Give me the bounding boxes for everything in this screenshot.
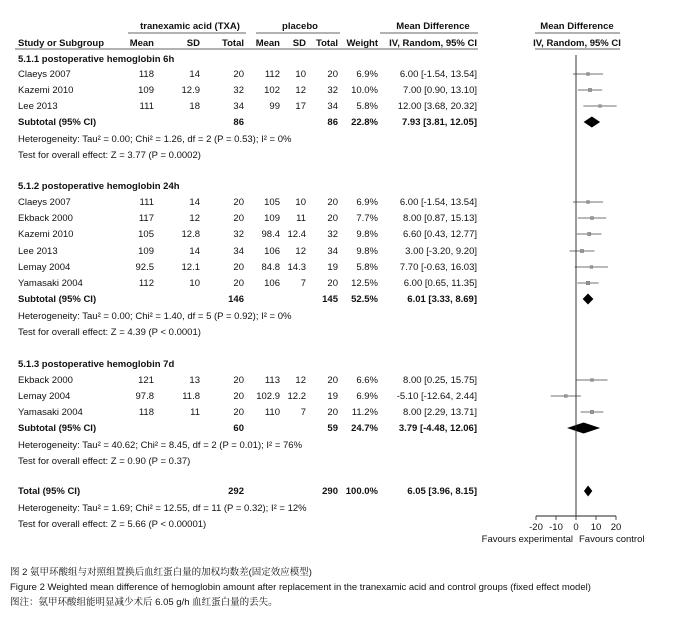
- subgroup-3-study-2-sd-txa: 11.8: [182, 391, 200, 402]
- subgroup-3-study-1-sd-placebo: 12: [295, 375, 306, 386]
- header-total-placebo: Total: [316, 38, 338, 49]
- subgroup-2-study-1-name: Claeys 2007: [18, 197, 71, 208]
- subgroup-2-study-4-total-placebo: 34: [327, 246, 338, 257]
- subgroup-1-subtotal-label: Subtotal (95% CI): [18, 117, 97, 128]
- header-group-txa: tranexamic acid (TXA): [140, 21, 240, 32]
- subgroup-3-study-3-name: Yamasaki 2004: [18, 407, 83, 418]
- subgroup-2-study-5-total-placebo: 19: [327, 262, 338, 273]
- subgroup-1-study-3-mean-placebo: 99: [269, 101, 280, 112]
- subgroup-2-study-5-point: [590, 266, 593, 269]
- subgroup-1-study-1-ci-text: 6.00 [-1.54, 13.54]: [399, 69, 477, 80]
- subgroup-2-study-1-total-txa: 20: [233, 197, 244, 208]
- subgroup-2-title: 5.1.2 postoperative hemoglobin 24h: [18, 181, 180, 192]
- subgroup-3-study-1-mean-placebo: 113: [264, 375, 280, 386]
- subgroup-2-study-1-mean-placebo: 105: [264, 197, 280, 208]
- subgroup-2-study-1-weight: 6.9%: [356, 197, 378, 208]
- subgroup-1-subtotal-total-placebo: 86: [327, 117, 338, 128]
- subgroup-2-subtotal-diamond: [583, 294, 594, 305]
- header-weight: Weight: [346, 38, 378, 49]
- subgroup-2-study-2-sd-placebo: 11: [296, 213, 306, 224]
- subgroup-1-study-3-ci-text: 12.00 [3.68, 20.32]: [397, 101, 477, 112]
- subgroup-1-study-2-sd-txa: 12.9: [181, 85, 200, 96]
- subgroup-3-subtotal-ci-text: 3.79 [-4.48, 12.06]: [398, 423, 477, 434]
- subgroup-3-study-2-sd-placebo: 12.2: [287, 391, 306, 402]
- subgroup-2-study-2-weight: 7.7%: [356, 213, 378, 224]
- subgroup-3-study-3-weight: 11.2%: [351, 407, 378, 418]
- header-total-txa: Total: [222, 38, 244, 49]
- subgroup-1-title: 5.1.1 postoperative hemoglobin 6h: [18, 54, 175, 65]
- subgroup-3-study-1-total-txa: 20: [233, 375, 244, 386]
- header-mean-placebo: Mean: [255, 38, 280, 49]
- total-heterogeneity: Heterogeneity: Tau² = 1.69; Chi² = 12.55, df = 11 (P = 0.32); I² = 12%: [18, 503, 307, 514]
- subgroup-3-study-3-total-txa: 20: [233, 407, 244, 418]
- subgroup-1-study-1-total-placebo: 20: [327, 69, 338, 80]
- subgroup-1-study-2-total-placebo: 32: [327, 85, 338, 96]
- subgroup-1-study-2-total-txa: 32: [233, 85, 244, 96]
- subgroup-3-study-2-weight: 6.9%: [356, 391, 378, 402]
- subgroup-1-study-2-mean-txa: 109: [138, 85, 154, 96]
- subgroup-2-study-4-name: Lee 2013: [18, 246, 58, 257]
- header-plot-title: Mean Difference: [540, 21, 614, 32]
- total-overall-effect: Test for overall effect: Z = 5.66 (P < 0.00001): [18, 519, 207, 530]
- subgroup-2-study-3-ci-text: 6.60 [0.43, 12.77]: [403, 229, 477, 240]
- subgroup-2-study-3-point: [588, 232, 591, 235]
- subgroup-1-study-2-ci-text: 7.00 [0.90, 13.10]: [403, 85, 477, 96]
- subgroup-3-study-3-sd-placebo: 7: [300, 407, 306, 418]
- subgroup-2-study-5-sd-txa: 12.1: [181, 262, 200, 273]
- subgroup-1-study-1-sd-placebo: 10: [295, 69, 306, 80]
- subgroup-3-overall-effect: Test for overall effect: Z = 0.90 (P = 0.37): [18, 456, 191, 467]
- subgroup-2-study-2-sd-txa: 12: [189, 213, 200, 224]
- total-label: Total (95% CI): [18, 486, 81, 497]
- x-label-favours-experimental: Favours experimental: [481, 534, 573, 545]
- subgroup-2-study-4-sd-txa: 14: [189, 246, 200, 257]
- subgroup-3-study-2-total-txa: 20: [233, 391, 244, 402]
- subgroup-2-study-1-sd-placebo: 10: [295, 197, 306, 208]
- caption-zh-note: 图注：氨甲环酸组能明显减少术后 6.05 g/h 血红蛋白量的丢失。: [10, 597, 278, 608]
- subgroup-3-subtotal-label: Subtotal (95% CI): [18, 423, 97, 434]
- x-tick-label-2: -10: [549, 522, 563, 533]
- subgroup-2-overall-effect: Test for overall effect: Z = 4.39 (P < 0.0001): [18, 327, 201, 338]
- subgroup-1-study-3-total-placebo: 34: [327, 101, 338, 112]
- subgroup-3-study-1-name: Ekback 2000: [18, 375, 73, 386]
- subgroup-2-study-2-name: Ekback 2000: [18, 213, 73, 224]
- subgroup-3-study-2-mean-txa: 97.8: [135, 391, 154, 402]
- subgroup-2-study-5-mean-txa: 92.5: [135, 262, 154, 273]
- subgroup-2-study-6-weight: 12.5%: [351, 278, 378, 289]
- subgroup-3-study-1-ci-text: 8.00 [0.25, 15.75]: [403, 375, 477, 386]
- subgroup-2-study-3-name: Kazemi 2010: [18, 229, 74, 240]
- caption-zh-title: 图 2 氨甲环酸组与对照组置换后血红蛋白量的加权均数差(固定效应模型): [10, 567, 312, 578]
- subgroup-1-study-2-point: [588, 88, 591, 91]
- subgroup-3-study-2-ci-text: -5.10 [-12.64, 2.44]: [396, 391, 477, 402]
- header-md-ci: IV, Random, 95% CI: [389, 38, 477, 49]
- subgroup-3-study-1-point: [591, 379, 594, 382]
- subgroup-2-study-4-mean-txa: 109: [138, 246, 154, 257]
- subgroup-2-study-5-ci-text: 7.70 [-0.63, 16.03]: [399, 262, 477, 273]
- subgroup-2-study-6-point: [586, 281, 590, 285]
- x-label-favours-control: Favours control: [579, 534, 645, 545]
- subgroup-2-study-3-total-placebo: 32: [327, 229, 338, 240]
- subgroup-1-subtotal-diamond: [584, 117, 600, 128]
- subgroup-3-study-1-mean-txa: 121: [138, 375, 154, 386]
- subgroup-3-subtotal-total-txa: 60: [233, 423, 244, 434]
- subgroup-3-study-1-sd-txa: 13: [189, 375, 200, 386]
- subgroup-2-study-5-sd-placebo: 14.3: [287, 262, 306, 273]
- total-weight: 100.0%: [345, 486, 378, 497]
- subgroup-2-subtotal-total-txa: 146: [228, 294, 244, 305]
- total-total-txa: 292: [228, 486, 244, 497]
- subgroup-2-study-6-ci-text: 6.00 [0.65, 11.35]: [403, 278, 477, 289]
- subgroup-2-study-6-name: Yamasaki 2004: [18, 278, 83, 289]
- subgroup-2-study-6-sd-txa: 10: [189, 278, 200, 289]
- subgroup-2-study-2-mean-txa: 117: [138, 213, 154, 224]
- subgroup-1-study-2-name: Kazemi 2010: [18, 85, 74, 96]
- subgroup-2-study-2-total-placebo: 20: [327, 213, 338, 224]
- header-plot-ci: IV, Random, 95% CI: [533, 38, 621, 49]
- subgroup-2-subtotal-label: Subtotal (95% CI): [18, 294, 97, 305]
- subgroup-1-study-1-mean-txa: 118: [138, 69, 154, 80]
- subgroup-2-study-1-sd-txa: 14: [189, 197, 200, 208]
- subgroup-2-study-3-sd-txa: 12.8: [181, 229, 200, 240]
- subgroup-2-study-6-mean-txa: 112: [138, 278, 154, 289]
- header-md-title: Mean Difference: [396, 21, 470, 32]
- subgroup-1-study-3-weight: 5.8%: [356, 101, 378, 112]
- total-diamond: [584, 486, 592, 497]
- x-tick-label-3: 0: [573, 522, 579, 533]
- subgroup-2-study-4-sd-placebo: 12: [295, 246, 306, 257]
- subgroup-3-study-3-ci-text: 8.00 [2.29, 13.71]: [403, 407, 477, 418]
- header-group-placebo: placebo: [282, 21, 318, 32]
- subgroup-2-study-3-total-txa: 32: [233, 229, 244, 240]
- subgroup-1-study-3-point: [599, 105, 602, 108]
- subgroup-3-study-3-point: [590, 410, 593, 413]
- header-sd-placebo: SD: [292, 38, 306, 49]
- subgroup-2-study-1-total-placebo: 20: [327, 197, 338, 208]
- subgroup-1-study-2-mean-placebo: 102: [264, 85, 280, 96]
- subgroup-2-study-1-mean-txa: 111: [139, 197, 154, 208]
- subgroup-3-study-2-total-placebo: 19: [327, 391, 338, 402]
- subgroup-3-study-1-weight: 6.6%: [356, 375, 378, 386]
- subgroup-1-study-1-total-txa: 20: [233, 69, 244, 80]
- subgroup-2-study-4-point: [580, 249, 583, 252]
- subgroup-1-heterogeneity: Heterogeneity: Tau² = 0.00; Chi² = 1.26, df = 2 (P = 0.53); I² = 0%: [18, 134, 292, 145]
- subgroup-2-study-3-sd-placebo: 12.4: [287, 229, 306, 240]
- header-study: Study or Subgroup: [18, 38, 105, 49]
- subgroup-2-study-5-total-txa: 20: [233, 262, 244, 273]
- subgroup-1-study-1-mean-placebo: 112: [264, 69, 280, 80]
- subgroup-3-subtotal-weight: 24.7%: [351, 423, 378, 434]
- subgroup-2-heterogeneity: Heterogeneity: Tau² = 0.00; Chi² = 1.40, df = 5 (P = 0.92); I² = 0%: [18, 311, 292, 322]
- subgroup-1-study-1-point: [587, 73, 590, 76]
- subgroup-2-study-2-mean-placebo: 109: [264, 213, 280, 224]
- subgroup-2-study-6-sd-placebo: 7: [300, 278, 306, 289]
- x-tick-label-4: 10: [590, 522, 602, 533]
- subgroup-3-study-3-mean-txa: 118: [138, 407, 154, 418]
- subgroup-2-study-2-point: [591, 217, 594, 220]
- subgroup-1-study-3-sd-txa: 18: [189, 101, 200, 112]
- subgroup-2-study-4-ci-text: 3.00 [-3.20, 9.20]: [405, 246, 477, 257]
- subgroup-2-subtotal-ci-text: 6.01 [3.33, 8.69]: [407, 294, 477, 305]
- subgroup-3-study-2-mean-placebo: 102.9: [256, 391, 280, 402]
- header-sd-txa: SD: [186, 38, 200, 49]
- subgroup-2-study-3-mean-placebo: 98.4: [261, 229, 280, 240]
- x-tick-label-5: 20: [610, 522, 622, 533]
- subgroup-1-study-1-sd-txa: 14: [189, 69, 200, 80]
- subgroup-2-study-2-total-txa: 20: [233, 213, 244, 224]
- subgroup-3-subtotal-diamond: [567, 423, 600, 434]
- header-mean-txa: Mean: [129, 38, 154, 49]
- subgroup-2-study-1-ci-text: 6.00 [-1.54, 13.54]: [399, 197, 477, 208]
- subgroup-1-study-1-name: Claeys 2007: [18, 69, 71, 80]
- subgroup-3-title: 5.1.3 postoperative hemoglobin 7d: [18, 359, 175, 370]
- subgroup-3-study-2-point: [564, 395, 567, 398]
- subgroup-2-study-5-weight: 5.8%: [356, 262, 378, 273]
- subgroup-2-study-3-weight: 9.8%: [356, 229, 378, 240]
- subgroup-3-study-2-name: Lemay 2004: [18, 391, 71, 402]
- x-tick-label-1: -20: [529, 522, 543, 533]
- subgroup-2-subtotal-weight: 52.5%: [351, 294, 378, 305]
- subgroup-2-study-4-total-txa: 34: [233, 246, 244, 257]
- subgroup-3-study-3-sd-txa: 11: [190, 407, 200, 418]
- subgroup-1-study-2-sd-placebo: 12: [295, 85, 306, 96]
- subgroup-1-study-2-weight: 10.0%: [351, 85, 378, 96]
- subgroup-2-study-3-mean-txa: 105: [138, 229, 154, 240]
- subgroup-1-overall-effect: Test for overall effect: Z = 3.77 (P = 0.0002): [18, 150, 201, 161]
- subgroup-2-study-5-name: Lemay 2004: [18, 262, 71, 273]
- subgroup-3-study-3-mean-placebo: 110: [264, 407, 280, 418]
- subgroup-2-study-2-ci-text: 8.00 [0.87, 15.13]: [403, 213, 477, 224]
- subgroup-2-study-1-point: [587, 201, 590, 204]
- subgroup-1-study-3-mean-txa: 111: [139, 101, 154, 112]
- subgroup-2-study-6-total-placebo: 20: [327, 278, 338, 289]
- caption-en-title: Figure 2 Weighted mean difference of hemoglobin amount after replacement in the tranexamic acid and control groups (fixed effect model): [10, 582, 591, 593]
- subgroup-3-subtotal-total-placebo: 59: [327, 423, 338, 434]
- subgroup-1-subtotal-ci-text: 7.93 [3.81, 12.05]: [402, 117, 477, 128]
- subgroup-2-study-5-mean-placebo: 84.8: [261, 262, 280, 273]
- subgroup-1-study-3-sd-placebo: 17: [295, 101, 306, 112]
- subgroup-3-study-3-total-placebo: 20: [327, 407, 338, 418]
- subgroup-2-subtotal-total-placebo: 145: [322, 294, 338, 305]
- subgroup-1-study-1-weight: 6.9%: [356, 69, 378, 80]
- subgroup-1-subtotal-total-txa: 86: [233, 117, 244, 128]
- total-ci-text: 6.05 [3.96, 8.15]: [407, 486, 477, 497]
- subgroup-1-subtotal-weight: 22.8%: [351, 117, 378, 128]
- total-total-placebo: 290: [322, 486, 338, 497]
- subgroup-2-study-6-total-txa: 20: [233, 278, 244, 289]
- subgroup-2-study-4-weight: 9.8%: [356, 246, 378, 257]
- subgroup-1-study-3-total-txa: 34: [233, 101, 244, 112]
- subgroup-2-study-6-mean-placebo: 106: [264, 278, 280, 289]
- subgroup-1-study-3-name: Lee 2013: [18, 101, 58, 112]
- subgroup-3-heterogeneity: Heterogeneity: Tau² = 40.62; Chi² = 8.45, df = 2 (P = 0.01); I² = 76%: [18, 440, 303, 451]
- subgroup-2-study-4-mean-placebo: 106: [264, 246, 280, 257]
- subgroup-3-study-1-total-placebo: 20: [327, 375, 338, 386]
